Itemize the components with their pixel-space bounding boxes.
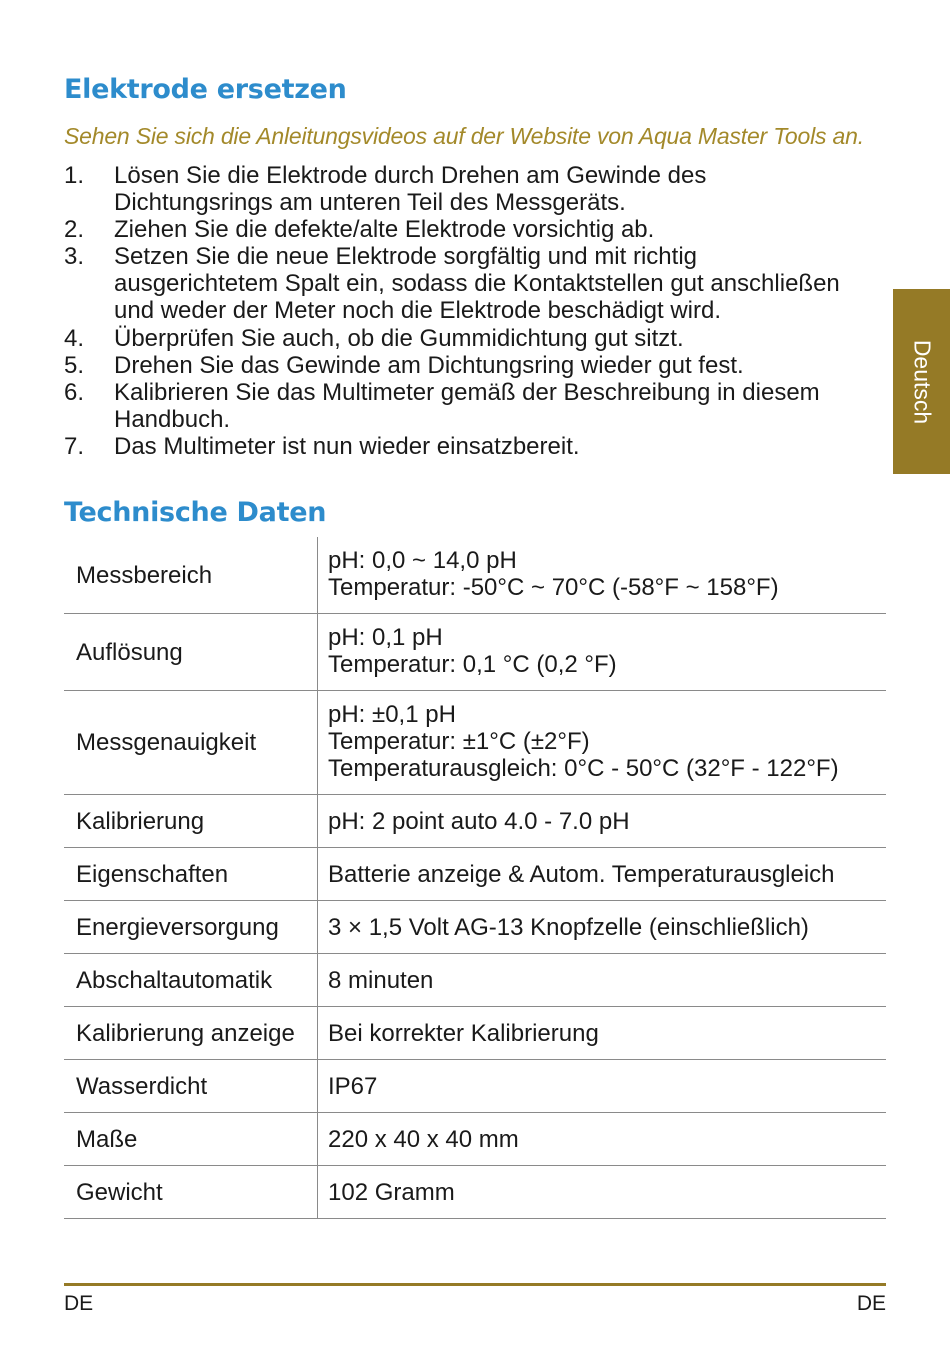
step-item xyxy=(64,162,884,216)
spec-value-line: Bei korrekter Kalibrierung xyxy=(328,1019,599,1047)
step-text-line: Setzen Sie die neue Elektrode sorgfältig und mit richtig xyxy=(114,243,697,271)
step-text xyxy=(114,325,884,352)
spec-value xyxy=(318,901,887,954)
step-text xyxy=(114,243,884,324)
step-item xyxy=(64,216,884,243)
spec-row xyxy=(64,691,886,795)
instruction-video-note: Sehen Sie sich die Anleitungsvideos auf der Website von Aqua Master Tools an. xyxy=(64,123,864,149)
spec-row xyxy=(64,848,886,901)
spec-label: Kalibrierung xyxy=(64,795,318,848)
section-title-replace-electrode: Elektrode ersetzen xyxy=(64,74,347,105)
step-item xyxy=(64,243,884,324)
spec-label: Gewicht xyxy=(64,1166,318,1219)
specs-table xyxy=(64,537,886,1219)
step-text xyxy=(114,379,884,433)
spec-value xyxy=(318,691,887,795)
spec-value xyxy=(318,795,887,848)
step-text xyxy=(114,216,884,243)
step-text-line: Kalibrieren Sie das Multimeter gemäß der Beschreibung in diesem xyxy=(114,378,820,406)
spec-value-line: Temperatur: -50°C ~ 70°C (-58°F ~ 158°F) xyxy=(328,574,779,601)
spec-value-line: Temperatur: ±1°C (±2°F) xyxy=(328,728,590,755)
spec-value xyxy=(318,848,887,901)
spec-label: Abschaltautomatik xyxy=(64,954,318,1007)
spec-value xyxy=(318,614,887,691)
step-number: 3. xyxy=(64,243,85,271)
spec-value-line: 102 Gramm xyxy=(328,1178,455,1206)
step-text-line: Lösen Sie die Elektrode durch Drehen am Gewinde des xyxy=(114,162,707,189)
spec-value-line: 220 x 40 x 40 mm xyxy=(328,1125,519,1153)
step-number: 7. xyxy=(64,432,85,460)
spec-value-line: pH: 0,1 pH xyxy=(328,624,443,651)
spec-label: Kalibrierung anzeige xyxy=(64,1007,318,1060)
step-text-line: Überprüfen Sie auch, ob die Gummidichtung gut sitzt. xyxy=(114,324,684,352)
spec-row xyxy=(64,537,886,614)
spec-value xyxy=(318,1166,887,1219)
spec-value-line: Temperatur: 0,1 °C (0,2 °F) xyxy=(328,651,617,678)
footer-divider xyxy=(64,1283,886,1286)
step-text-line: und weder der Meter noch die Elektrode beschädigt wird. xyxy=(114,297,722,325)
step-number: 1. xyxy=(64,162,85,189)
spec-row xyxy=(64,1060,886,1113)
spec-value-line: pH: 0,0 ~ 14,0 pH xyxy=(328,547,517,574)
spec-label: Maße xyxy=(64,1113,318,1166)
step-number: 6. xyxy=(64,378,85,406)
spec-row xyxy=(64,954,886,1007)
step-text-line: ausgerichtetem Spalt ein, sodass die Kontaktstellen gut anschließen xyxy=(114,270,840,298)
spec-value xyxy=(318,1060,887,1113)
spec-value-line: 3 × 1,5 Volt AG-13 Knopfzelle (einschließlich) xyxy=(328,913,809,941)
step-item xyxy=(64,379,884,433)
spec-value-line: IP67 xyxy=(328,1072,378,1100)
step-number: 5. xyxy=(64,351,85,379)
spec-label: Messgenauigkeit xyxy=(64,691,318,795)
spec-value xyxy=(318,954,887,1007)
footer-language-code-left: DE xyxy=(64,1292,94,1315)
spec-label: Energieversorgung xyxy=(64,901,318,954)
step-item xyxy=(64,352,884,379)
spec-label: Eigenschaften xyxy=(64,848,318,901)
step-number: 2. xyxy=(64,216,85,244)
spec-row xyxy=(64,901,886,954)
step-text-line: Drehen Sie das Gewinde am Dichtungsring wieder gut fest. xyxy=(114,351,744,379)
spec-value-line: Temperaturausgleich: 0°C - 50°C (32°F - 122°F) xyxy=(328,755,839,782)
step-text-line: Dichtungsrings am unteren Teil des Messgeräts. xyxy=(114,189,626,217)
spec-value xyxy=(318,537,887,614)
spec-label: Auflösung xyxy=(64,614,318,691)
step-text-line: Handbuch. xyxy=(114,405,231,433)
spec-label: Messbereich xyxy=(64,537,318,614)
spec-value xyxy=(318,1007,887,1060)
footer-language-code-right: DE xyxy=(856,1292,886,1315)
language-tab-label: Deutsch xyxy=(909,339,935,424)
spec-label: Wasserdicht xyxy=(64,1060,318,1113)
step-text xyxy=(114,352,884,379)
spec-value xyxy=(318,1113,887,1166)
spec-row xyxy=(64,795,886,848)
spec-row xyxy=(64,1113,886,1166)
spec-row xyxy=(64,1166,886,1219)
step-text-line: Das Multimeter ist nun wieder einsatzbereit. xyxy=(114,432,580,460)
spec-row xyxy=(64,614,886,691)
step-number: 4. xyxy=(64,324,85,352)
spec-value-line: 8 minuten xyxy=(328,966,434,994)
spec-value-line: pH: 2 point auto 4.0 - 7.0 pH xyxy=(328,807,630,835)
language-side-tab xyxy=(893,289,950,474)
step-text xyxy=(114,433,884,460)
step-text xyxy=(114,162,884,216)
spec-value-line: pH: ±0,1 pH xyxy=(328,701,456,728)
step-text-line: Ziehen Sie die defekte/alte Elektrode vorsichtig ab. xyxy=(114,216,655,244)
spec-row xyxy=(64,1007,886,1060)
step-item xyxy=(64,325,884,352)
section-title-technical-data: Technische Daten xyxy=(64,497,327,528)
spec-value-line: Batterie anzeige & Autom. Temperaturausgleich xyxy=(328,860,835,888)
replacement-steps-list xyxy=(64,162,884,460)
step-item xyxy=(64,433,884,460)
